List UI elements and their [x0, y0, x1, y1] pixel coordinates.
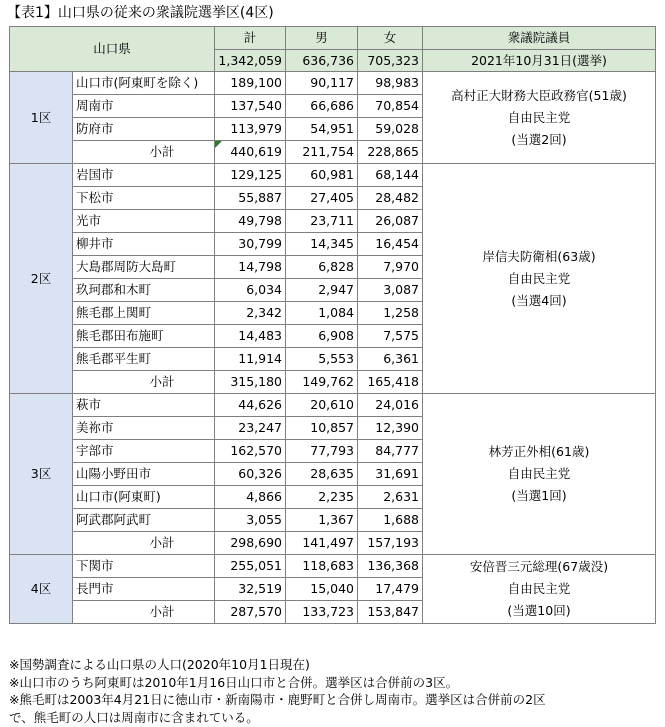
subtotal-label: 小計 — [73, 532, 215, 555]
header-member-date: 2021年10月31日(選挙) — [423, 50, 656, 72]
population-total: 162,570 — [215, 440, 286, 463]
footnote: で、熊毛町の人口は周南市に含まれている。 — [9, 709, 259, 725]
municipality-name: 萩市 — [73, 394, 215, 417]
population-total: 14,798 — [215, 256, 286, 279]
header-total: 計 — [215, 27, 286, 50]
header-total-value: 1,342,059 — [215, 50, 286, 72]
population-male: 2,947 — [286, 279, 358, 302]
header-region: 山口県 — [10, 27, 215, 72]
population-total: 255,051 — [215, 555, 286, 578]
table-row — [10, 394, 656, 417]
population-male: 23,711 — [286, 210, 358, 233]
subtotal-total — [215, 532, 286, 555]
population-male: 66,686 — [286, 95, 358, 118]
subtotal-total — [215, 371, 286, 394]
table-row — [10, 164, 656, 187]
population-female: 28,482 — [358, 187, 423, 210]
cell-indicator-icon — [215, 141, 222, 148]
subtotal-label: 小計 — [73, 371, 215, 394]
population-female: 3,087 — [358, 279, 423, 302]
municipality-name: 光市 — [73, 210, 215, 233]
population-female: 1,258 — [358, 302, 423, 325]
representative-party: 自由民主党 — [507, 270, 571, 286]
representative-party: 自由民主党 — [507, 466, 571, 481]
population-male: 1,367 — [286, 509, 358, 532]
population-female: 17,479 — [358, 578, 423, 601]
subtotal-total-value: 315,180 — [230, 374, 283, 389]
population-male: 77,793 — [286, 440, 358, 463]
representative-name: 岸信夫防衛相(63歳) — [482, 248, 596, 264]
footnote: ※山口市のうち阿東町は2010年1月16日山口市と合併。選挙区は合併前の3区。 — [9, 674, 459, 690]
subtotal-female: 157,193 — [358, 532, 423, 555]
population-female: 7,575 — [358, 325, 423, 348]
subtotal-male: 141,497 — [286, 532, 358, 555]
population-male: 6,828 — [286, 256, 358, 279]
population-total: 49,798 — [215, 210, 286, 233]
population-male: 6,908 — [286, 325, 358, 348]
population-male: 20,610 — [286, 394, 358, 417]
population-total: 14,483 — [215, 325, 286, 348]
representative-cell — [423, 555, 656, 624]
table-row — [10, 72, 656, 95]
municipality-name: 岩国市 — [73, 164, 215, 187]
subtotal-label: 小計 — [73, 601, 215, 624]
population-total: 30,799 — [215, 233, 286, 256]
municipality-name: 熊毛郡上関町 — [73, 302, 215, 325]
population-female: 2,631 — [358, 486, 423, 509]
population-total: 6,034 — [215, 279, 286, 302]
representative-terms: (当選4回) — [511, 292, 567, 308]
population-total: 32,519 — [215, 578, 286, 601]
population-female: 68,144 — [358, 164, 423, 187]
representative-party: 自由民主党 — [507, 109, 571, 125]
population-total: 113,979 — [215, 118, 286, 141]
municipality-name: 美祢市 — [73, 417, 215, 440]
population-male: 15,040 — [286, 578, 358, 601]
representative-cell — [423, 394, 656, 555]
header-male: 男 — [286, 27, 358, 50]
table-row — [10, 555, 656, 578]
municipality-name: 山口市(阿東町) — [73, 486, 215, 509]
municipality-name: 柳井市 — [73, 233, 215, 256]
population-total: 4,866 — [215, 486, 286, 509]
table-body — [10, 72, 656, 624]
municipality-name: 熊毛郡平生町 — [73, 348, 215, 371]
representative-terms: (当選1回) — [511, 488, 567, 503]
population-male: 90,117 — [286, 72, 358, 95]
subtotal-total-value: 298,690 — [230, 535, 283, 550]
municipality-name: 山陽小野田市 — [73, 463, 215, 486]
representative-name: 高村正大財務大臣政務官(51歳) — [451, 87, 627, 103]
population-female: 24,016 — [358, 394, 423, 417]
population-female: 98,983 — [358, 72, 423, 95]
population-female: 31,691 — [358, 463, 423, 486]
population-total: 189,100 — [215, 72, 286, 95]
representative-cell — [423, 164, 656, 394]
district-label: 3区 — [10, 394, 73, 555]
population-female: 6,361 — [358, 348, 423, 371]
representative-name: 林芳正外相(61歳) — [488, 444, 590, 459]
municipality-name: 山口市(阿東町を除く) — [73, 72, 215, 95]
header-male-value: 636,736 — [286, 50, 358, 72]
subtotal-male: 133,723 — [286, 601, 358, 624]
district-label: 2区 — [10, 164, 73, 394]
representative-terms: (当選2回) — [511, 131, 567, 147]
population-female: 1,688 — [358, 509, 423, 532]
footnotes — [9, 656, 546, 726]
table-title: 【表1】山口県の従来の衆議院選挙区(4区) — [7, 5, 274, 21]
subtotal-female: 228,865 — [358, 141, 423, 164]
district-population-table — [9, 26, 656, 624]
municipality-name: 玖珂郡和木町 — [73, 279, 215, 302]
population-female: 136,368 — [358, 555, 423, 578]
subtotal-total — [215, 601, 286, 624]
representative-name: 安倍晋三元総理(67歳没) — [469, 559, 609, 574]
population-male: 2,235 — [286, 486, 358, 509]
population-male: 14,345 — [286, 233, 358, 256]
district-label: 1区 — [10, 72, 73, 164]
header-female-value: 705,323 — [358, 50, 423, 72]
population-female: 26,087 — [358, 210, 423, 233]
population-total: 129,125 — [215, 164, 286, 187]
header-member: 衆議院議員 — [423, 27, 656, 50]
population-male: 27,405 — [286, 187, 358, 210]
representative-party: 自由民主党 — [507, 581, 571, 596]
population-female: 70,854 — [358, 95, 423, 118]
population-female: 59,028 — [358, 118, 423, 141]
municipality-name: 阿武郡阿武町 — [73, 509, 215, 532]
population-total: 11,914 — [215, 348, 286, 371]
population-total: 137,540 — [215, 95, 286, 118]
subtotal-female: 153,847 — [358, 601, 423, 624]
municipality-name: 周南市 — [73, 95, 215, 118]
population-female: 7,970 — [358, 256, 423, 279]
population-female: 12,390 — [358, 417, 423, 440]
representative-terms: (当選10回) — [507, 603, 571, 618]
municipality-name: 防府市 — [73, 118, 215, 141]
population-male: 60,981 — [286, 164, 358, 187]
municipality-name: 下関市 — [73, 555, 215, 578]
municipality-name: 下松市 — [73, 187, 215, 210]
subtotal-total — [215, 141, 286, 164]
population-female: 16,454 — [358, 233, 423, 256]
population-total: 2,342 — [215, 302, 286, 325]
population-male: 5,553 — [286, 348, 358, 371]
population-male: 28,635 — [286, 463, 358, 486]
footnote: ※国勢調査による山口県の人口(2020年10月1日現在) — [9, 657, 310, 672]
subtotal-total-value: 287,570 — [230, 604, 283, 619]
population-total: 23,247 — [215, 417, 286, 440]
population-total: 44,626 — [215, 394, 286, 417]
population-male: 10,857 — [286, 417, 358, 440]
district-label: 4区 — [10, 555, 73, 624]
representative-cell — [423, 72, 656, 164]
subtotal-label: 小計 — [73, 141, 215, 164]
footnote: ※熊毛町は2003年4月21日に徳山市・新南陽市・鹿野町と合併し周南市。選挙区は合併前の2区 — [9, 692, 546, 707]
population-male: 54,951 — [286, 118, 358, 141]
subtotal-male: 211,754 — [286, 141, 358, 164]
population-total: 60,326 — [215, 463, 286, 486]
population-male: 1,084 — [286, 302, 358, 325]
subtotal-female: 165,418 — [358, 371, 423, 394]
municipality-name: 大島郡周防大島町 — [73, 256, 215, 279]
population-female: 84,777 — [358, 440, 423, 463]
subtotal-male: 149,762 — [286, 371, 358, 394]
population-male: 118,683 — [286, 555, 358, 578]
header-female: 女 — [358, 27, 423, 50]
subtotal-total-value: 440,619 — [230, 144, 283, 159]
population-total: 3,055 — [215, 509, 286, 532]
municipality-name: 熊毛郡田布施町 — [73, 325, 215, 348]
municipality-name: 宇部市 — [73, 440, 215, 463]
population-total: 55,887 — [215, 187, 286, 210]
municipality-name: 長門市 — [73, 578, 215, 601]
